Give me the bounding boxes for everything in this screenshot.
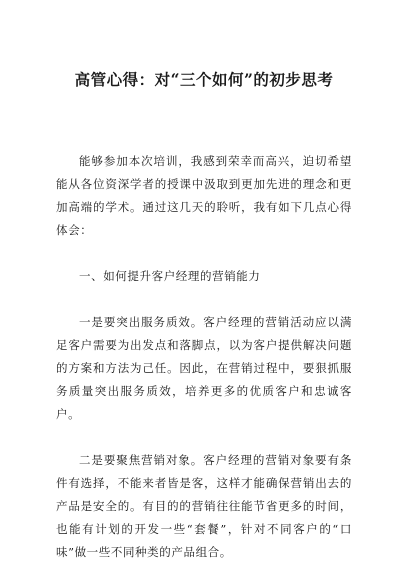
point-one-paragraph: 一是要突出服务质效。客户经理的营销活动应以满足客户需要为出发点和落脚点，以为客户提供解决问题的方案和方法为己任。因此，在营销过程中，要狠抓服务质量突出服务质效，培养更多的优质客户和忠诚客户。: [56, 315, 352, 421]
section-heading: 一、如何提升客户经理的营销能力: [79, 269, 261, 283]
paragraph-gap: [56, 426, 352, 449]
paragraph-gap: [56, 242, 352, 265]
document-title: 高管心得：对“三个如何”的初步思考: [74, 70, 334, 89]
document-body: [56, 150, 352, 564]
paragraph-gap: [56, 288, 352, 311]
point-two-paragraph: 二是要聚焦营销对象。客户经理的营销对象要有条件有选择，不能来者皆是客，这样才能确保营销出去的产品是安全的。有目的的营销往往能节省更多的时间，也能有计划的开发一些“套餐”，针对不同客户的“口味”做一些不同种类的产品组合。: [56, 453, 352, 559]
intro-paragraph: 能够参加本次培训，我感到荣幸而高兴，迫切希望能从各位资深学者的授课中汲取到更加先进的理念和更加高端的学术。通过这几天的聆听，我有如下几点心得体会：: [56, 154, 352, 237]
